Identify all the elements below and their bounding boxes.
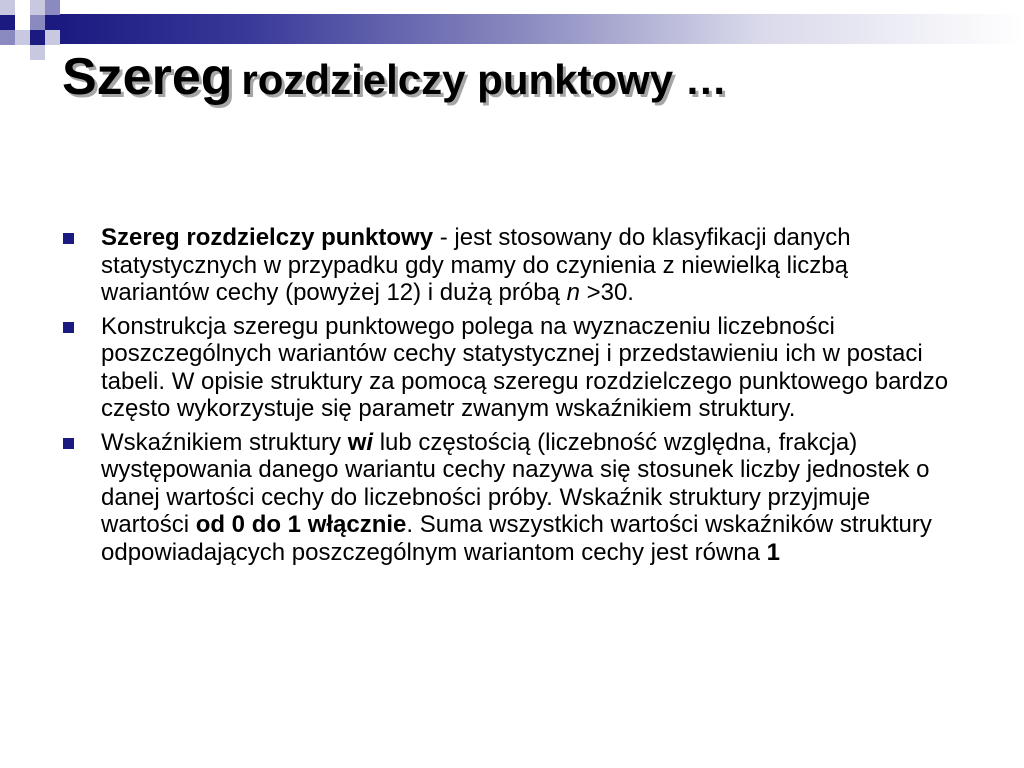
bullet-item xyxy=(60,224,960,307)
bullet-text: . Suma wszystkich wartości wskaźników struktury odpowiadających poszczególnym wariantom cechy jest równa xyxy=(101,511,932,566)
bullet-text: Konstrukcja szeregu punktowego polega na wyznaczeniu liczebności poszczególnych wariantów cechy statystycznej i przedstawieniu ich w postaci tabeli. W opisie struktury za pomocą szeregu rozdzielczego punktowego bardzo często wykorzystuje się parametr zwanym wskaźnikiem struktury. xyxy=(101,312,949,422)
square-bullet-icon xyxy=(63,438,74,449)
bullet-item xyxy=(60,429,960,567)
square-bullet-icon xyxy=(63,322,74,333)
value-range: od 0 do 1 włącznie xyxy=(195,511,407,538)
title-gradient-bar xyxy=(60,14,1024,44)
bullet-text: - jest stosowany do klasyfikacji danych statystycznych w przypadku gdy mamy do czynienia z niewielką liczbą wariantów cechy (powyżej 12) i dużą próbą xyxy=(101,224,851,306)
decor-square xyxy=(0,30,15,45)
variable-n: n xyxy=(566,279,580,306)
decor-square xyxy=(45,30,60,45)
decor-square xyxy=(15,30,30,45)
decor-square xyxy=(30,30,45,45)
decor-square xyxy=(30,15,45,30)
decor-square xyxy=(45,15,60,30)
symbol-w: w xyxy=(347,428,367,456)
bullet-text: Wskaźnikiem struktury xyxy=(101,428,348,456)
bullet-tail: 30. xyxy=(600,279,634,306)
sum-value: 1 xyxy=(766,538,781,566)
decor-square xyxy=(0,15,15,30)
decor-square xyxy=(45,0,60,15)
bullet-item xyxy=(60,313,960,423)
decor-square xyxy=(15,0,30,15)
decor-square xyxy=(0,0,15,15)
bullet-list xyxy=(60,224,960,572)
square-bullet-icon xyxy=(63,233,74,244)
slide-title xyxy=(62,46,727,108)
decor-square xyxy=(30,45,45,60)
title-main: Szereg xyxy=(62,48,233,106)
decor-square xyxy=(30,0,45,15)
greater-than-sign: > xyxy=(579,279,601,306)
title-rest: rozdzielczy punktowy … xyxy=(241,56,727,103)
bullet-text: lub częstością (liczebność względna, frakcja) występowania danego wariantu cechy nazywa się stosunek liczby jednostek o danej wartości cechy do liczebności próby. Wskaźnik struktury przyjmuje wartości xyxy=(101,428,930,538)
bullet-term: Szereg rozdzielczy punktowy xyxy=(101,224,434,251)
symbol-i: i xyxy=(366,428,374,456)
decor-square xyxy=(15,15,30,30)
